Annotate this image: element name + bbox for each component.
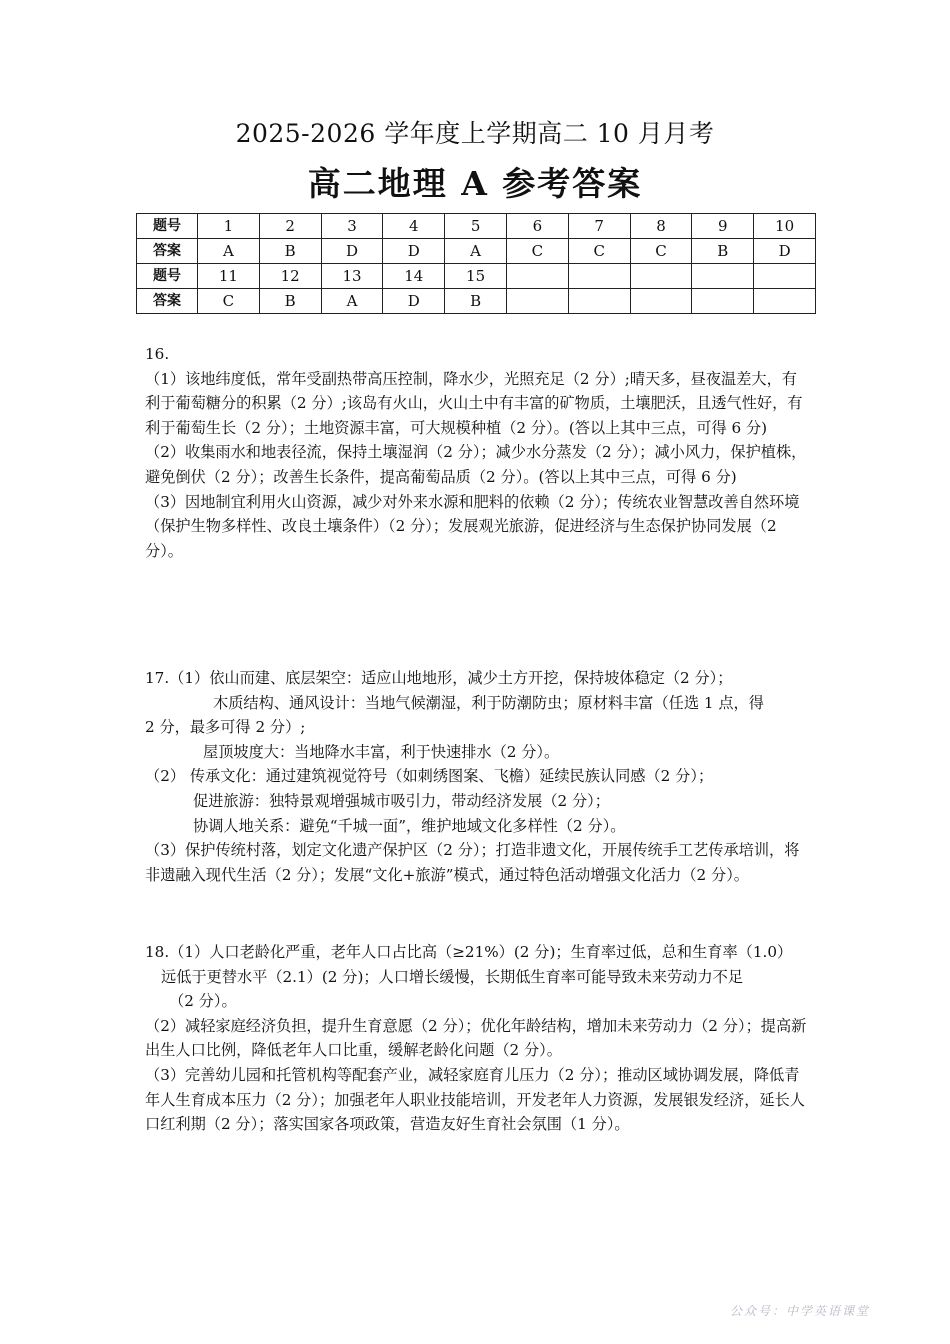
- q16-part3: （3）因地制宜利用火山资源，减少对外来水源和肥料的依赖（2 分）；传统农业智慧改善自然环境（保护生物多样性、改良土壤条件）（2 分）；发展观光旅游，促进经济与生态保护协同发展（2 分）。: [145, 492, 800, 560]
- table-cell: 2: [259, 214, 321, 239]
- table-cell: 11: [198, 264, 260, 289]
- table-cell: [754, 264, 816, 289]
- q17-part3: （3）保护传统村落，划定文化遗产保护区（2 分）；打造非遗文化，开展传统手工艺传承培训，将非遗融入现代生活（2 分）；发展“文化+旅游”模式，通过特色活动增强文化活力（2 分）。: [145, 841, 800, 884]
- question-16: [145, 342, 809, 563]
- table-cell: C: [568, 239, 630, 264]
- answer-key-title: 高二地理 A 参考答案: [307, 164, 643, 203]
- table-cell: 13: [321, 264, 383, 289]
- table-cell: [692, 289, 754, 314]
- table-cell: C: [630, 239, 692, 264]
- question-17: [145, 666, 809, 887]
- table-cell: 15: [445, 264, 507, 289]
- answer-table-row: [137, 214, 816, 239]
- row-label: 答案: [137, 239, 198, 264]
- q16-part2: （2）收集雨水和地表径流，保持土壤湿润（2 分）；减少水分蒸发（2 分）；减小风力，保护植株，避免倒伏（2 分）；改善生长条件，提高葡萄品质（2 分）。(答以上其中三点，可得 6 分): [145, 443, 807, 486]
- table-cell: D: [321, 239, 383, 264]
- q16-part1: （1）该地纬度低，常年受副热带高压控制，降水少，光照充足（2 分）;晴天多，昼夜温差大，有利于葡萄糖分的积累（2 分）;该岛有火山，火山土中有丰富的矿物质，土壤肥沃，且透气性好，有利于葡萄生长（2 分）；土地资源丰富，可大规模种植（2 分）。(答以上其中三点，可得 6 分): [145, 369, 803, 437]
- table-cell: [630, 289, 692, 314]
- table-cell: A: [321, 289, 383, 314]
- table-cell: 5: [445, 214, 507, 239]
- table-cell: B: [692, 239, 754, 264]
- table-cell: 14: [383, 264, 445, 289]
- table-cell: D: [754, 239, 816, 264]
- answer-table-row: [137, 239, 816, 264]
- table-cell: 3: [321, 214, 383, 239]
- table-cell: 12: [259, 264, 321, 289]
- q17-line3: 2 分，最多可得 2 分）;: [145, 718, 306, 737]
- q17-line6: 促进旅游：独特景观增强城市吸引力，带动经济发展（2 分）；: [193, 791, 610, 810]
- table-cell: B: [445, 289, 507, 314]
- table-cell: D: [383, 289, 445, 314]
- table-cell: 4: [383, 214, 445, 239]
- table-cell: A: [198, 239, 260, 264]
- table-cell: [506, 264, 568, 289]
- table-cell: [754, 289, 816, 314]
- table-cell: 6: [506, 214, 568, 239]
- exam-title: 2025-2026 学年度上学期高二 10 月月考: [235, 119, 715, 148]
- q17-line4: 屋顶坡度大：当地降水丰富，利于快速排水（2 分）。: [203, 742, 560, 761]
- table-cell: 1: [198, 214, 260, 239]
- q16-number: 16.: [145, 345, 170, 363]
- table-cell: A: [445, 239, 507, 264]
- table-cell: 7: [568, 214, 630, 239]
- q17-line5: （2） 传承文化：通过建筑视觉符号（如刺绣图案、飞檐）延续民族认同感（2 分）；: [145, 767, 714, 786]
- q17-line7: 协调人地关系：避免“千城一面”，维护地域文化多样性（2 分）。: [193, 816, 626, 835]
- table-cell: D: [383, 239, 445, 264]
- table-cell: B: [259, 289, 321, 314]
- table-cell: B: [259, 239, 321, 264]
- table-cell: [630, 264, 692, 289]
- table-cell: C: [506, 239, 568, 264]
- q17-line2: 木质结构、通风设计：当地气候潮湿，利于防潮防虫；原材料丰富（任选 1 点，得: [213, 693, 764, 712]
- q18-part2: （2）减轻家庭经济负担，提升生育意愿（2 分）；优化年龄结构，增加未来劳动力（2 分）；提高新出生人口比例，降低老年人口比重，缓解老龄化问题（2 分）。: [145, 1016, 807, 1060]
- question-18: [145, 940, 809, 1137]
- q17-line1: 17.（1）依山而建、底层架空：适应山地地形，减少土方开挖，保持坡体稳定（2 分）；: [145, 669, 733, 687]
- q18-line1: 18.（1）人口老龄化严重，老年人口占比高（≥21%）(2 分)；生育率过低，总和生育率（1.0）: [145, 943, 793, 961]
- answer-table: [136, 213, 816, 314]
- q18-line2: 远低于更替水平（2.1）(2 分)；人口增长缓慢，长期低生育率可能导致未来劳动力不足: [161, 967, 744, 986]
- table-cell: 8: [630, 214, 692, 239]
- row-label: 答案: [137, 289, 198, 314]
- table-cell: [568, 264, 630, 289]
- table-cell: 9: [692, 214, 754, 239]
- table-cell: 10: [754, 214, 816, 239]
- row-label: 题号: [137, 214, 198, 239]
- table-cell: [568, 289, 630, 314]
- table-cell: [506, 289, 568, 314]
- watermark: 公众号：中学英语课堂: [730, 1304, 871, 1318]
- table-cell: [692, 264, 754, 289]
- answer-table-row: [137, 264, 816, 289]
- q18-part3: （3）完善幼儿园和托管机构等配套产业，减轻家庭育儿压力（2 分）；推动区域协调发展，降低青年人生育成本压力（2 分）；加强老年人职业技能培训，开发老年人力资源，发展银发经济，延长人口红利期（2 分）；落实国家各项政策，营造友好生育社会氛围（1 分）。: [145, 1065, 805, 1134]
- q18-line3: （2 分）。: [169, 992, 237, 1011]
- row-label: 题号: [137, 264, 198, 289]
- table-cell: C: [198, 289, 260, 314]
- answer-table-row: [137, 289, 816, 314]
